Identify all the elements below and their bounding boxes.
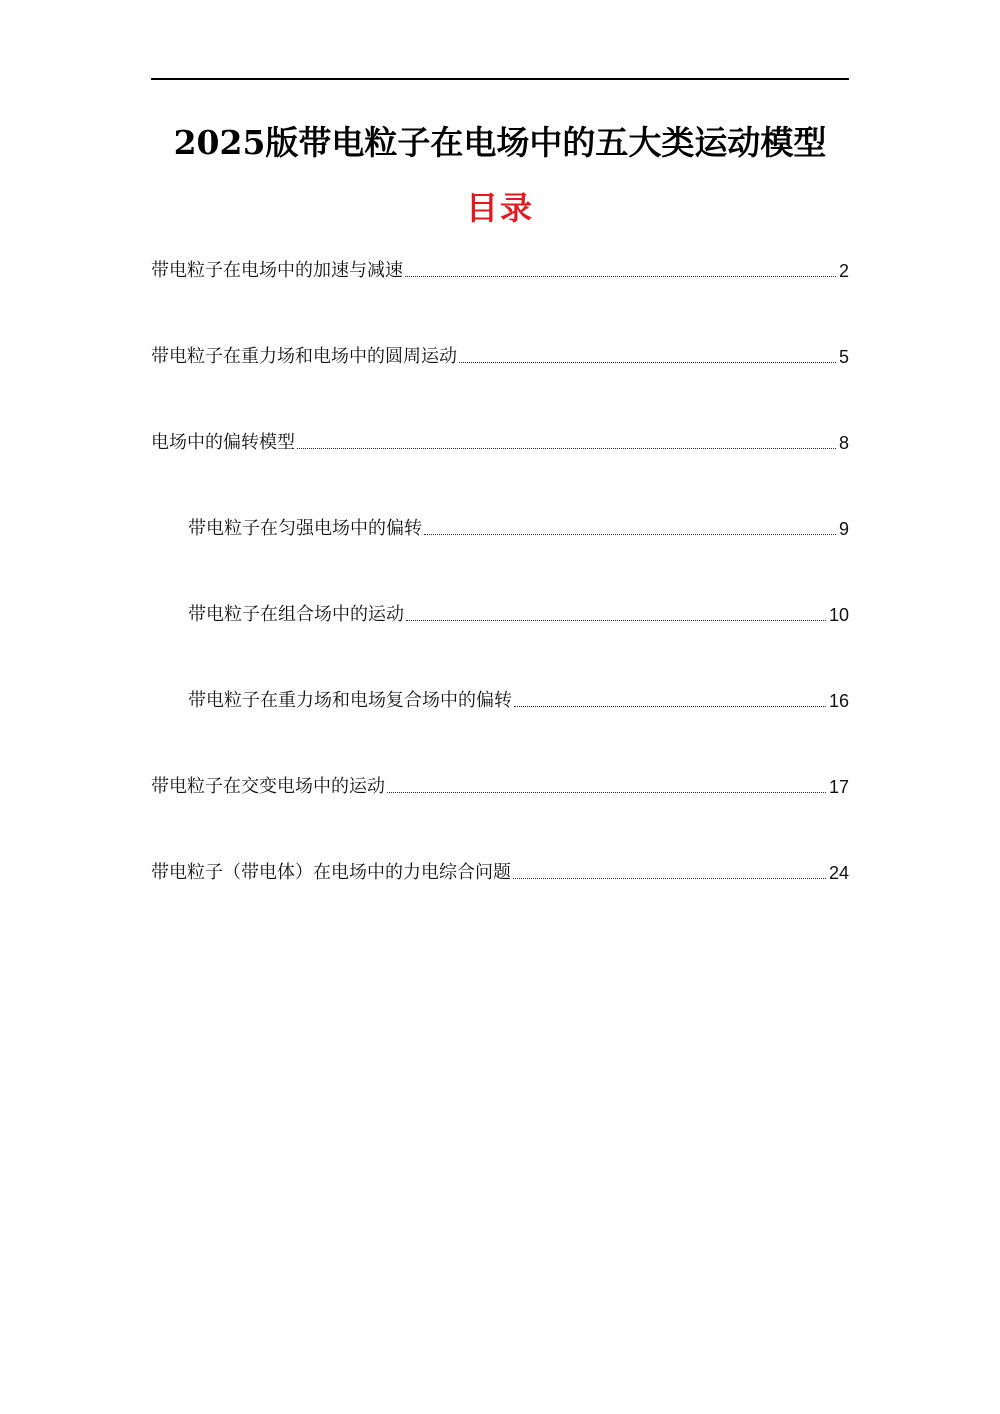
toc-entry-title: 带电粒子在电场中的加速与减速 bbox=[151, 260, 403, 281]
toc-entry-title: 带电粒子在交变电场中的运动 bbox=[151, 776, 385, 797]
toc-entry[interactable] bbox=[151, 858, 849, 886]
toc-entry-title: 带电粒子在组合场中的运动 bbox=[188, 604, 404, 625]
toc-entry-title: 电场中的偏转模型 bbox=[151, 432, 295, 453]
toc-page-number: 9 bbox=[838, 519, 849, 539]
toc-entry-title: 带电粒子在重力场和电场中的圆周运动 bbox=[151, 346, 457, 367]
toc-entry[interactable] bbox=[151, 428, 849, 456]
toc-page-number: 10 bbox=[828, 605, 849, 625]
toc-dot-leader bbox=[297, 448, 836, 449]
toc-dot-leader bbox=[514, 706, 826, 707]
toc-dot-leader bbox=[406, 620, 826, 621]
header-rule bbox=[151, 78, 849, 80]
toc-page-number: 24 bbox=[828, 863, 849, 883]
toc-entry-title: 带电粒子（带电体）在电场中的力电综合问题 bbox=[151, 862, 511, 883]
toc-entry[interactable] bbox=[151, 342, 849, 370]
toc-dot-leader bbox=[459, 362, 836, 363]
toc-dot-leader bbox=[424, 534, 836, 535]
toc-page-number: 17 bbox=[828, 777, 849, 797]
toc-entry[interactable] bbox=[151, 256, 849, 284]
toc-page-number: 2 bbox=[838, 261, 849, 281]
toc-dot-leader bbox=[387, 792, 826, 793]
toc-dot-leader bbox=[513, 878, 826, 879]
toc-page-number: 5 bbox=[838, 347, 849, 367]
toc-entry[interactable] bbox=[151, 772, 849, 800]
toc-page-number: 8 bbox=[838, 433, 849, 453]
toc-entry-title: 带电粒子在重力场和电场复合场中的偏转 bbox=[188, 690, 512, 711]
toc-entry-title: 带电粒子在匀强电场中的偏转 bbox=[188, 518, 422, 539]
toc-entry[interactable] bbox=[188, 686, 849, 714]
toc-page-number: 16 bbox=[828, 691, 849, 711]
toc-dot-leader bbox=[405, 276, 836, 277]
toc-entry[interactable] bbox=[188, 600, 849, 628]
toc-entry[interactable] bbox=[188, 514, 849, 542]
toc-heading: 目录 bbox=[465, 189, 534, 227]
document-title: 2025版带电粒子在电场中的五大类运动模型 bbox=[173, 123, 827, 162]
